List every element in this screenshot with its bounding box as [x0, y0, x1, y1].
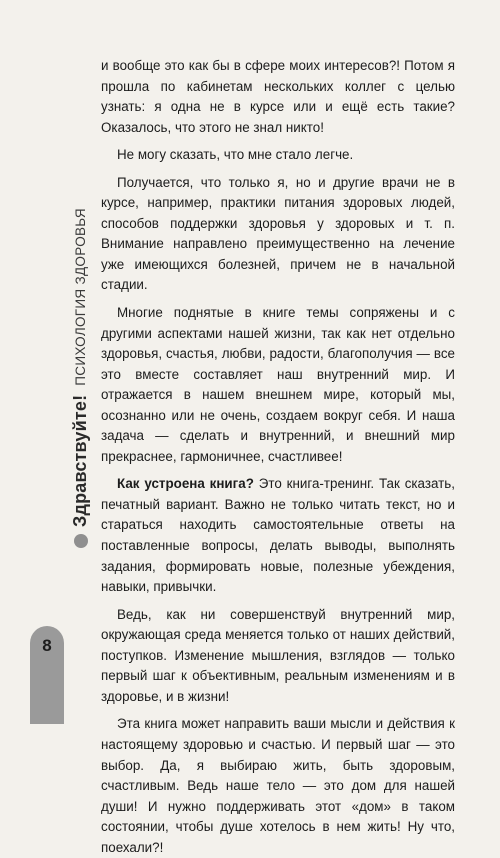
paragraph: Получается, что только я, но и другие врачи не в курсе, например, практики питания здоровых людей, способов поддержки здоровья у здоровых и т. п. Внимание направлено преимущественно на лечение уже имеющихся болезней, причем не в начальной стадии.	[101, 174, 455, 293]
paragraph: Как устроена книга? Это книга-тренинг. Так сказать, печатный вариант. Важно не только читать текст, но и стараться находить самостоятельные ответы на поставленные вопросы, делать выводы, выполнять задания, формировать новые, полезные убеждения, навыки, привычки.	[101, 476, 455, 595]
paragraph: и вообще это как бы в сфере моих интересов?! Потом я прошла по кабинетам нескольких коллег с целью узнать: я одна не в курсе или и ещё есть такие? Оказалось, что этого не знал никто!	[101, 58, 455, 135]
paragraph: Многие поднятые в книге темы сопряжены и с другими аспектами нашей жизни, так как нет отдельно здоровья, счастья, любви, радости, благополучия — все это вместе составляет наш внутренний мир. И отражается в нашем внешнем мире, который мы, осознанно или не очень, создаем вокруг себя. И наша задача — сделать и внутренний, и внешний мир прекраснее, гармоничнее, счастливее!	[101, 305, 455, 464]
body-text	[101, 56, 455, 858]
page-number: 8	[42, 636, 52, 655]
paragraph: Ведь, как ни совершенствуй внутренний мир, окружающая среда меняется только от наших действий, поступков. Изменение мышления, взглядов — только первый шаг к объективным, реальным изменениям и в здоровье, и в жизни!	[101, 606, 455, 704]
paragraph-lead: Как устроена книга?	[117, 476, 254, 492]
book-title: Здравствуйте!	[70, 394, 90, 527]
paragraph: Не могу сказать, что мне стало легче.	[117, 147, 354, 163]
paragraph: Эта книга может направить ваши мысли и действия к настоящему здоровью и счастью. И первый шаг — это выбор. Да, я выбираю жить, быть здоровым, счастливым. Ведь наше тело — это дом для нашей души! И нужно поддерживать этот «дом» в таком состоянии, чтобы душе хотелось в нем жить! Ну что, поехали?!	[101, 716, 455, 855]
running-header	[70, 208, 91, 548]
bullet-dot-icon	[74, 534, 88, 548]
book-subtitle: ПСИХОЛОГИЯ ЗДОРОВЬЯ	[73, 208, 88, 386]
